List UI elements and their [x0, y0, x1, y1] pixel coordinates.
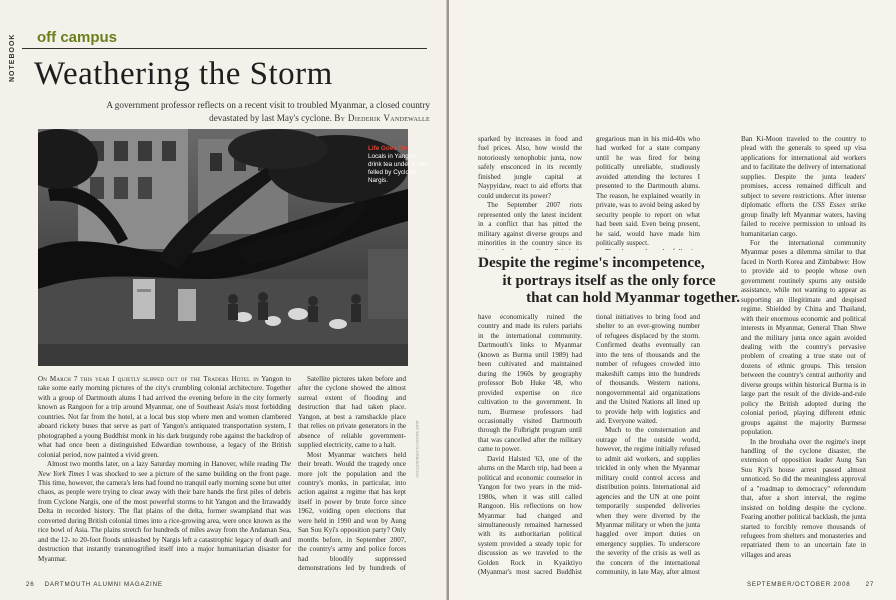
author-name: Diederik Vandewalle: [347, 113, 430, 123]
page-number-right: 27: [865, 581, 875, 588]
byline-prefix: By: [334, 113, 346, 123]
column-5: [741, 135, 866, 577]
column-3-top: [478, 135, 582, 250]
pull-quote-line-1: Despite the regime's incompetence,: [478, 254, 705, 271]
c5-paragraph-3: In the brouhaha over the regime's inept handling of the cyclone disaster, the extension of opposition leader Aung San Suu Kyi's house arrest passed almost unnoticed. So did the meaningless approval of a "roadmap to democracy" referendum that, after a short interval, the regime insisted on holding despite the cyclone. Fearing another political backlash, the junta started to forcibly remove thousands of refugees from shelters and monasteries and repatriated them to an uncertain fate in villages and areas: [741, 437, 866, 559]
column-2: [298, 375, 406, 575]
c4-paragraph-2: [596, 248, 700, 250]
c3-paragraph-1: sparked by increases in food and fuel prices. Also, how would the notoriously xenophobic junta, now safely ensconced in its recently finished jungle capital at Naypyidaw, react to aid efforts that could undercut its power?: [478, 135, 582, 200]
issue-date: SEPTEMBER/OCTOBER 2008: [747, 581, 851, 588]
folio-right: [747, 581, 874, 588]
c4-paragraph-3: tional initiatives to bring food and shelter to an ever-growing number of refugees displaced by the storm. Confirmed deaths eventually ran into the tens of thousands and the number of refugees crowded into makeshift camps into the hundreds of thousands. Western nations, nongovernmental aid organizations and the United Nations all lined up to provide help with logistics and aid. Everyone waited.: [596, 313, 700, 425]
caption-title: Life Goes On: [368, 145, 408, 152]
c2-paragraph-2: Most Myanmar watchers held their breath. Would the tragedy once more jolt the population and the country's monks, in particular, into action against a regime that has kept itself in power by brute force since 1962, voiding open elections that were held in 1990 and won by Aung San Suu Kyi's opposition party? Only months before, in September 2007, the country's army and police forces had bloodily suppressed demonstrations led by hundreds of: [298, 450, 406, 573]
header-rule: [22, 48, 427, 49]
pull-quote-line-3: that can hold Myanmar together.: [526, 289, 740, 306]
section-vertical-label: NOTEBOOK: [9, 33, 16, 82]
article-deck: [70, 99, 430, 125]
c1-paragraph-1: On March 7 this year I quietly slipped out of the Traders Hotel in Yangon to take some early morning pictures of the city's crumbling colonial architecture. Together with a group of Dartmouth alums I had arrived the evening before in the city formerly known as Rangoon for a trip around Myanmar, one of Southeast Asia's most forbidding countries. Not far from the hotel, at a local bus stop where men and women clambered aboard rickety buses that serve as part of Yangon's antiquated transportation system, I photographed a young Buddhist monk in his dark burgundy robe against the backdrop of what had once been a distinguished Edwardian townhouse, a legacy of the British colonial period, now painted a vivid green.: [38, 375, 291, 459]
column-3-bottom: [478, 313, 582, 577]
caption-body: Locals in Yangon drink tea under a tree felled by Cyclone Nargis.: [368, 153, 428, 184]
c3-paragraph-4: David Halsted '63, one of the alums on the March trip, had been a political and economic counselor in Yangon for two years in the mid-1980s, when it was still called Rangoon. His reflections on how Myanmar had changed and simultaneously remained harnessed with its authoritarian political system provided a steady topic for discussion as we traveled to the Golden Rock in Kyaiktiyo (Myanmar's most sacred Buddhist: [478, 454, 582, 577]
byline: [334, 113, 430, 123]
deck-line-1: A government professor reflects on a recent visit to troubled Myanmar, a closed country: [106, 100, 430, 110]
photo-credit: JAKE WOODY/CORBIS/STOCK: [415, 420, 420, 478]
ship-name: USS Essex: [812, 201, 846, 210]
c4-paragraph-4: Much to the consternation and outrage of the outside world, however, the regime initially refused to admit aid workers, and supplies trickled in only when the Myanmar military could control access and distribution points. International aid agencies and the UN at one point temporarily suspended deliveries when they were diverted by the Myanmar military or when the junta haggled over import duties on emergency supplies. To underscore the severity of the crisis as well as the concern of the international community, in late May, after almost: [596, 426, 700, 577]
c3-paragraph-2: The September 2007 riots represented only the latest incident in a conflict that has pitted the military against diverse groups and minorities in the country since its: [478, 201, 582, 247]
page-number-left: 26: [26, 581, 35, 588]
pull-quote-line-2: it portrays itself as the only force: [502, 271, 716, 289]
left-page: [0, 0, 447, 600]
magazine-name: DARTMOUTH ALUMNI MAGAZINE: [44, 581, 163, 588]
section-title: off campus: [37, 29, 118, 46]
c1-paragraph-2: Almost two months later, on a lazy Saturday morning in Hanover, while reading The New York Times I was shocked to see a picture of the same building on the front page. This time, however, the camera's lens had found no tranquil early morning scene but utter chaos, as people were trying to clear away with their bare hands the first piles of debris from Cyclone Nargis, one of the most powerful storms to hit Yangon and the Irrawaddy Delta in recorded history. The flat plains of the delta, former swampland that was converted during British colonial times into a rice-growing area, were once known as the rice bowl of Asia. The plains stretch for hundreds of miles away from the Andaman Sea, and the 12- to 20-foot floods unleashed by Nargis left a catastrophic legacy of death and destruction that instantly transmogrified itself into a major humanitarian disaster for Myanmar.: [38, 460, 291, 563]
newspaper-name: The New York Times: [38, 460, 291, 478]
cyclone-photo: [38, 129, 408, 366]
c4-paragraph-1: gregarious man in his mid-40s who had worked for a state company until he was fired for being politically unreliable, studiously avoided attending the lectures I presented to the Dartmouth alums. The reason, he explained wearily in private, was to avoid being asked by security people to report on what had been said. Even being present, he said, would have made him politically suspect.: [596, 135, 700, 247]
article-title: Weathering the Storm: [34, 56, 333, 92]
folio-left: [26, 581, 163, 588]
column-4-top: [596, 135, 700, 250]
c3-paragraph-3: have economically ruined the country and made its rulers pariahs in the international community. Dartmouth's links to Myanmar (known as Burma until 1989) had been cultivated and maintained during the 1960s by geography professor Bob Huke '48, who provided expertise on rice cultivation to the government. In turn, Burmese professors had occasionally visited Dartmouth through the Fulbright program until that was cancelled after the military came to power.: [478, 313, 582, 454]
c5-paragraph-1: Ban Ki-Moon traveled to the country to plead with the generals to speed up visa applications for international aid workers and to facilitate the delivery of international supplies. Despite the junta leaders' promises, access remained difficult and subject to severe restrictions. After intense diplomatic efforts the USS Essex strike group finally left Myanmar waters, having failed to receive permission to unload its humanitarian cargo.: [741, 135, 866, 238]
deck-line-2: devastated by last May's cyclone.: [209, 113, 332, 123]
pull-quote: [478, 254, 740, 307]
c5-paragraph-2: For the international community Myanmar poses a dilemma similar to that faced in North Korea and Zimbabwe: How to provide aid to people whose own government routinely spurns any outside assistance, while not wanting to appear as supporting an illegitimate and despised regime. Shielded by China and Thailand, with their enormous economic and political interests in Myanmar, General Than Shwe and the military junta once again avoided dealing with the country's pervasive problem of creating a true state out of dozens of ethnic groups. This tension between the country's central authority and diverse groups within historical Burma is in large part the result of the divide-and-rule policy the British adopted during the colonial period, playing different ethnic groups against the majority Burmese population.: [741, 238, 866, 437]
lead-in: On March 7 this year I quietly slipped out of the Traders Hotel in: [38, 375, 259, 383]
fallen-tree-illustration: [38, 129, 408, 366]
column-1: [38, 375, 291, 575]
c2-paragraph-1: Satellite pictures taken before and after the cyclone showed the almost surreal extent of flooding and destruction that had taken place. Yangon, at best a ramshackle place that relies on private generators in the absence of reliable government-supplied electricity, came to a halt.: [298, 375, 406, 450]
photo-caption: [368, 145, 428, 185]
column-4-bottom: [596, 313, 700, 577]
